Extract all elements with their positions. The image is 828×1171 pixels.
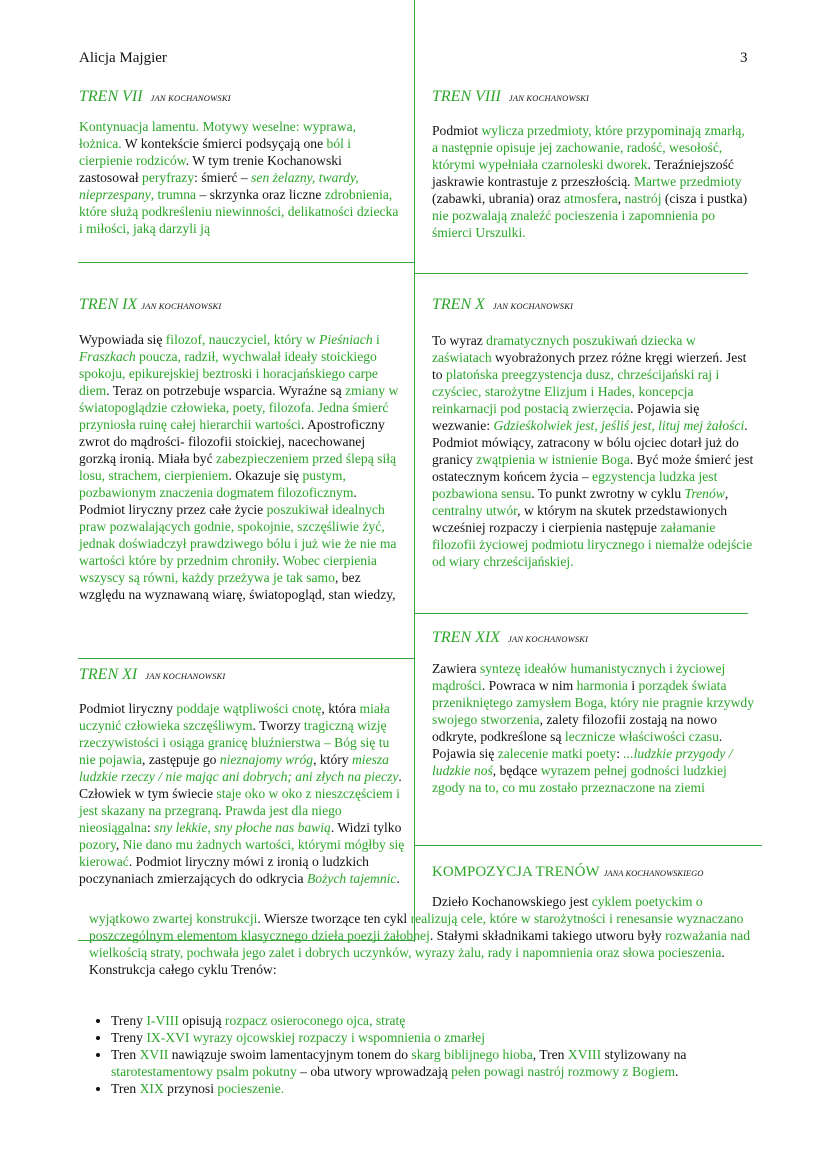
text-run: ból i cierpienie rodziców	[79, 136, 352, 168]
text-run: . Apostroficzny zwrot do mądrości- filozofii stoickiej, nacechowanej gorzką ironią. Miała być	[79, 417, 385, 466]
text-run: skarg biblijnego hioba	[411, 1047, 533, 1062]
text-run: . W tym trenie Kochanowski zastosował	[79, 153, 342, 185]
list-item	[111, 1080, 761, 1097]
text-run: . Podmiot mówiący, zatracony w bólu ojciec dotarł już do granicy	[432, 418, 748, 467]
text-run: wyrazem pełnej godności ludzkiej zgody na to, co mu zostało przeznaczone na ziemi	[432, 763, 727, 795]
text-run: . Powraca w nim	[481, 678, 577, 693]
tren7-heading	[79, 88, 231, 106]
text-run: pocieszenie.	[217, 1081, 285, 1096]
text-run: Podmiot	[432, 123, 482, 138]
text-run: Fraszkach	[79, 349, 136, 364]
tren9-author: JAN KOCHANOWSKI	[141, 301, 222, 311]
tren7-author: JAN KOCHANOWSKI	[150, 93, 231, 103]
text-run: I-VIII	[146, 1013, 179, 1028]
text-run: Pieśniach	[319, 332, 373, 347]
text-run: Gdzieśkolwiek jest, jeśliś jest, lituj mej żałości	[493, 418, 745, 433]
text-run: . Podmiot liryczny przez całe życie	[79, 485, 357, 517]
text-run: Tren	[111, 1081, 140, 1096]
text-run: i	[627, 678, 639, 693]
text-run: , która	[321, 701, 360, 716]
kompozycja-title: KOMPOZYCJA TRENÓW	[432, 864, 600, 880]
text-run: , zastępuje go	[142, 752, 220, 767]
text-run: .	[218, 803, 226, 818]
page-number: 3	[740, 50, 748, 66]
text-run: zabezpieczeniem przed ślepą siłą losu, strachem, cierpieniem	[79, 451, 397, 483]
tren7-text	[79, 118, 399, 237]
text-run: .	[396, 871, 400, 886]
text-run: Treny	[111, 1013, 147, 1028]
divider-left-1	[78, 262, 414, 263]
text-run: atmosfera	[564, 191, 618, 206]
text-run: poucza, radził, wychwalał ideały stoickiego spokoju, epikurejskiej beztroski i horacjańskiego carpe diem	[79, 349, 378, 398]
text-run: . To punkt zwrotny w cyklu	[531, 486, 685, 501]
text-run: , w którym na skutek przedstawionych wcześniej rozpaczy i cierpienia następuje	[432, 503, 728, 535]
tren8-title: TREN VIII	[432, 88, 501, 105]
text-run: egzystencja ludzka jest pozbawiona sensu	[432, 469, 718, 501]
text-run: . Konstrukcja całego cyklu Trenów:	[89, 945, 725, 977]
text-run: (cisza i pustka)	[661, 191, 748, 206]
tren19-text	[432, 660, 757, 796]
text-run: .	[275, 553, 283, 568]
text-run: poddaje wątpliwości cnotę	[176, 701, 322, 716]
text-run: ,	[617, 191, 625, 206]
text-run: pełen powagi nastrój rozmowy z Bogiem	[451, 1064, 676, 1079]
text-run: staje oko w oko z nieszczęściem i jest skazany na przegraną	[79, 786, 400, 818]
text-run: Dzieło Kochanowskiego jest	[432, 894, 592, 909]
text-run: ...ludzkie przygody / ludzkie noś	[432, 746, 733, 778]
list-item	[111, 1046, 761, 1080]
text-run: – skrzynka oraz liczne	[196, 187, 325, 202]
tren11-author: JAN KOCHANOWSKI	[145, 671, 226, 681]
tren10-text	[432, 332, 757, 570]
text-run: ideałów humanistycznych i życiowej mądrości	[432, 661, 726, 693]
text-run: dramatycznych poszukiwań dziecka w zaświatach	[432, 333, 696, 365]
text-run: : śmierć –	[194, 170, 252, 185]
text-run: . Teraźniejszość jaskrawie kontrastuje z przeszłością.	[432, 157, 734, 189]
text-run: centralny utwór	[432, 503, 518, 518]
text-run: nie pozwalają znaleźć pocieszenia i zapomnienia po śmierci Urszulki.	[432, 208, 716, 240]
text-run: zmiany w światopoglądzie człowieka, poety, filozofa. Jedna śmierć przyniosła ruinę całej hierarchii wartości	[79, 383, 399, 432]
text-run: ,	[724, 486, 729, 501]
text-run: , będące	[492, 763, 541, 778]
text-run: XVII	[139, 1047, 169, 1062]
column-divider-upper	[414, 0, 415, 850]
text-run: przynosi	[163, 1081, 218, 1096]
text-run: . Wiersze tworzące ten cykl	[257, 911, 411, 926]
text-run: nastrój	[624, 191, 662, 206]
text-run: Treny	[111, 1030, 147, 1045]
tren19-title: TREN XIX	[432, 629, 500, 646]
kompozycja-list	[89, 1012, 761, 1097]
divider-right-1	[414, 273, 748, 274]
kompozycja-text	[89, 893, 761, 978]
tren9-title: TREN IX	[79, 296, 138, 313]
text-run: . Teraz on potrzebuje wsparcia. Wyraźne są	[106, 383, 346, 398]
text-run: . Być może śmierć jest ostatecznym końcem życia –	[432, 452, 754, 484]
text-run: Wobec cierpienia wszyscy są równi, każdy przeżywa je tak samo	[79, 553, 377, 585]
text-run: . Okazuje się	[228, 468, 303, 483]
text-run: . Pojawia się wezwanie:	[432, 401, 700, 433]
text-run: rozpacz osieroconego ojca, stratę	[224, 1013, 406, 1028]
text-run: nieznajomy wróg	[219, 752, 314, 767]
list-item	[111, 1029, 761, 1046]
tren19-heading	[432, 629, 588, 647]
tren7-title: TREN VII	[79, 88, 143, 105]
kompozycja-author: JANA KOCHANOWSKIEGO	[603, 868, 704, 878]
text-run: . Pojawia się	[432, 729, 723, 761]
text-run: XVIII	[567, 1047, 602, 1062]
tren11-heading	[79, 666, 225, 684]
text-run: wylicza przedmioty, które przypominają zmarłą, a następnie opisuje jej zachowanie, radość, wesołość, którymi wypełniała czarnoleski dworek	[432, 123, 745, 172]
text-run: porządek świata przenikniętego zamysłem Boga, który nie pragnie krzywdy swojego stworzenia	[432, 678, 754, 727]
text-run: , trumna	[150, 187, 197, 202]
text-run: miała uczynić człowieka szczęśliwym	[79, 701, 390, 733]
text-run: cyklem poetyckim o wyjątkowo zwartej konstrukcji	[89, 894, 703, 926]
text-run: nawiązuje swoim lamentacyjnym tonem do	[168, 1047, 412, 1062]
text-run: syntezę	[479, 661, 521, 676]
text-run: platońska preegzystencja dusz, chrześcijański raj i czyściec, starożytne Elizjum i Hades, koncepcja reinkarnacji pod postacią zwierzęcia	[432, 367, 720, 416]
text-run: (zabawki, ubrania) oraz	[432, 191, 565, 206]
tren8-text	[432, 122, 750, 241]
text-run: załamanie filozofii życiowej podmiotu lirycznego i niemalże odejście od wiary chrześcijańskiej.	[432, 520, 753, 569]
text-run: lecznicze właściwości czasu	[564, 729, 719, 744]
divider-left-2	[78, 658, 414, 659]
divider-right-3	[414, 845, 762, 846]
text-run: sen żelazny, twardy, nieprzespany	[79, 170, 359, 202]
text-run: Bożych tajemnic	[306, 871, 397, 886]
tren9-text	[79, 331, 404, 603]
text-run: – oba utwory wprowadzają	[296, 1064, 452, 1079]
text-run: , który	[313, 752, 352, 767]
text-run: , Tren	[532, 1047, 568, 1062]
text-run: rozważania nad wielkością straty, pochwała jego zalet i dobrych uczynków, wyrazy żalu, rady i napomnienia oraz słowa pocieszenia	[89, 928, 750, 960]
tren19-author: JAN KOCHANOWSKI	[508, 634, 589, 644]
text-run: poszukiwał idealnych praw pozwalających godnie, spokojnie, szczęśliwie żyć, jednak doświadczył prawdziwego bólu i już wie że nie ma wartości które by przednim chroniły	[79, 502, 397, 568]
text-run: . Widzi tylko	[330, 820, 402, 835]
kompozycja-heading	[432, 864, 703, 881]
text-run: stylizowany na	[601, 1047, 687, 1062]
text-run: realizują cele, które w starożytności i renesansie wyznaczano poszczególnym elementom klasycznego dzieła poezji żałobnej	[89, 911, 744, 943]
tren10-author: JAN KOCHANOWSKI	[492, 301, 574, 311]
text-run: , bez względu na wyznawaną wiarę, światopogląd, stan wiedzy,	[79, 570, 396, 602]
text-run: zalecenie matki poety	[497, 746, 617, 761]
text-run: sny lekkie, sny płoche nas bawią	[154, 820, 331, 835]
text-run: Martwe przedmioty	[633, 174, 742, 189]
text-run: .	[675, 1064, 679, 1079]
list-item	[111, 1012, 761, 1029]
text-run: . Tworzy	[252, 718, 304, 733]
text-run: tragiczną wizję rzeczywistości i osiąga granicę bluźnierstwa – Bóg się tu nie pojawia	[79, 718, 390, 767]
text-run: pustym, pozbawionym znaczenia dogmatem filozoficznym	[79, 468, 354, 500]
tren9-heading	[79, 296, 221, 314]
text-run: i	[372, 332, 380, 347]
text-run: Podmiot liryczny	[79, 701, 177, 716]
tren11-title: TREN XI	[79, 666, 138, 683]
text-run: W kontekście śmierci podsyçają one	[121, 136, 327, 151]
text-run: miesza ludzkie rzeczy / nie mając ani dobrych; ani złych na pieczy	[79, 752, 399, 784]
text-run: peryfrazy	[142, 170, 195, 185]
author-name: Alicja Majgier	[79, 50, 167, 66]
text-run: :	[146, 820, 155, 835]
text-run: ,	[115, 837, 123, 852]
text-run: Zawiera	[432, 661, 480, 676]
text-run: . Podmiot liryczny mówi z ironią o ludzkich poczynaniach zmierzających do odkrycia	[79, 854, 369, 886]
text-run: Nie dano mu żadnych wartości, którymi mógłby się kierować	[79, 837, 405, 869]
tren8-author: JAN KOCHANOWSKI	[508, 93, 590, 103]
text-run: filozof, nauczyciel, który w	[165, 332, 320, 347]
text-run: :	[616, 746, 624, 761]
text-run: Tren	[111, 1047, 140, 1062]
text-run: harmonia	[576, 678, 628, 693]
text-run: pozory	[79, 837, 116, 852]
text-run: Wypowiada się	[79, 332, 166, 347]
text-run: IX-XVI wyrazy ojcowskiej rozpaczy i wspomnienia o zmarłej	[146, 1030, 485, 1045]
text-run: . Stałymi składnikami takiego utworu były	[429, 928, 666, 943]
text-run: zdrobnienia, które służą podkreśleniu niewinności, delikatności dziecka i miłości, jaką darzyli ją	[79, 187, 399, 236]
text-run: wyobrażonych przez różne kręgi wierzeń. Jest to	[432, 350, 747, 382]
text-run: opisują	[178, 1013, 225, 1028]
text-run: Prawda jest dla niego nieosiągalna	[79, 803, 342, 835]
text-run: Trenów	[684, 486, 725, 501]
tren10-heading	[432, 296, 573, 314]
text-run: To wyraz	[432, 333, 487, 348]
text-run: . Człowiek w tym świecie	[79, 769, 402, 801]
tren11-text	[79, 700, 407, 887]
text-run: starotestamentowy psalm pokutny	[111, 1064, 297, 1079]
text-run: zwątpienia w istnienie Boga	[476, 452, 630, 467]
text-run: XIX	[139, 1081, 164, 1096]
tren10-title: TREN X	[432, 296, 485, 313]
tren8-heading	[432, 88, 589, 106]
text-run: , zalety filozofii zostają na nowo odkryte, podkreślone są	[432, 712, 718, 744]
text-run: Kontynuacja lamentu. Motywy weselne: wyprawa, łożnica.	[79, 119, 357, 151]
divider-right-2	[414, 613, 748, 614]
